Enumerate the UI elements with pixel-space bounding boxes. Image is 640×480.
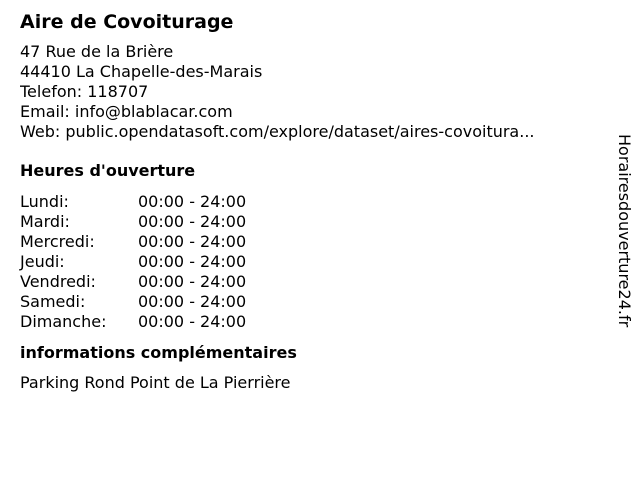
address-block bbox=[20, 42, 600, 142]
hours-row-tuesday bbox=[20, 212, 600, 232]
hours-row-thursday bbox=[20, 252, 600, 272]
hours-day: Mercredi: bbox=[20, 232, 95, 251]
hours-row-friday bbox=[20, 272, 600, 292]
hours-row-monday bbox=[20, 192, 600, 212]
hours-time: 00:00 - 24:00 bbox=[138, 192, 247, 211]
place-title: Aire de Covoiturage bbox=[20, 11, 234, 33]
hours-time: 00:00 - 24:00 bbox=[138, 252, 247, 271]
email-line[interactable]: Email: info@blablacar.com bbox=[20, 102, 233, 121]
hours-time: 00:00 - 24:00 bbox=[138, 272, 247, 291]
web-line[interactable]: Web: public.opendatasoft.com/explore/dataset/aires-covoitura... bbox=[20, 122, 535, 141]
additional-info-text: Parking Rond Point de La Pierrière bbox=[20, 373, 291, 392]
hours-time: 00:00 - 24:00 bbox=[138, 232, 247, 251]
site-brand-text[interactable]: Horairesdouverture24.fr bbox=[615, 134, 634, 328]
hours-time: 00:00 - 24:00 bbox=[138, 292, 247, 311]
hours-row-saturday bbox=[20, 292, 600, 312]
place-card bbox=[20, 10, 600, 393]
hours-day: Jeudi: bbox=[20, 252, 65, 271]
hours-day: Dimanche: bbox=[20, 312, 107, 331]
hours-day: Samedi: bbox=[20, 292, 86, 311]
city-address: 44410 La Chapelle-des-Marais bbox=[20, 62, 263, 81]
street-address: 47 Rue de la Brière bbox=[20, 42, 174, 61]
hours-day: Vendredi: bbox=[20, 272, 96, 291]
hours-time: 00:00 - 24:00 bbox=[138, 312, 247, 331]
hours-row-wednesday bbox=[20, 232, 600, 252]
hours-day: Lundi: bbox=[20, 192, 69, 211]
additional-info-heading: informations complémentaires bbox=[20, 343, 297, 362]
phone-line[interactable]: Telefon: 118707 bbox=[20, 82, 149, 101]
hours-time: 00:00 - 24:00 bbox=[138, 212, 247, 231]
opening-hours-heading: Heures d'ouverture bbox=[20, 161, 196, 180]
opening-hours-table bbox=[20, 192, 600, 332]
hours-day: Mardi: bbox=[20, 212, 70, 231]
hours-row-sunday bbox=[20, 312, 600, 332]
site-brand-vertical bbox=[614, 134, 634, 374]
